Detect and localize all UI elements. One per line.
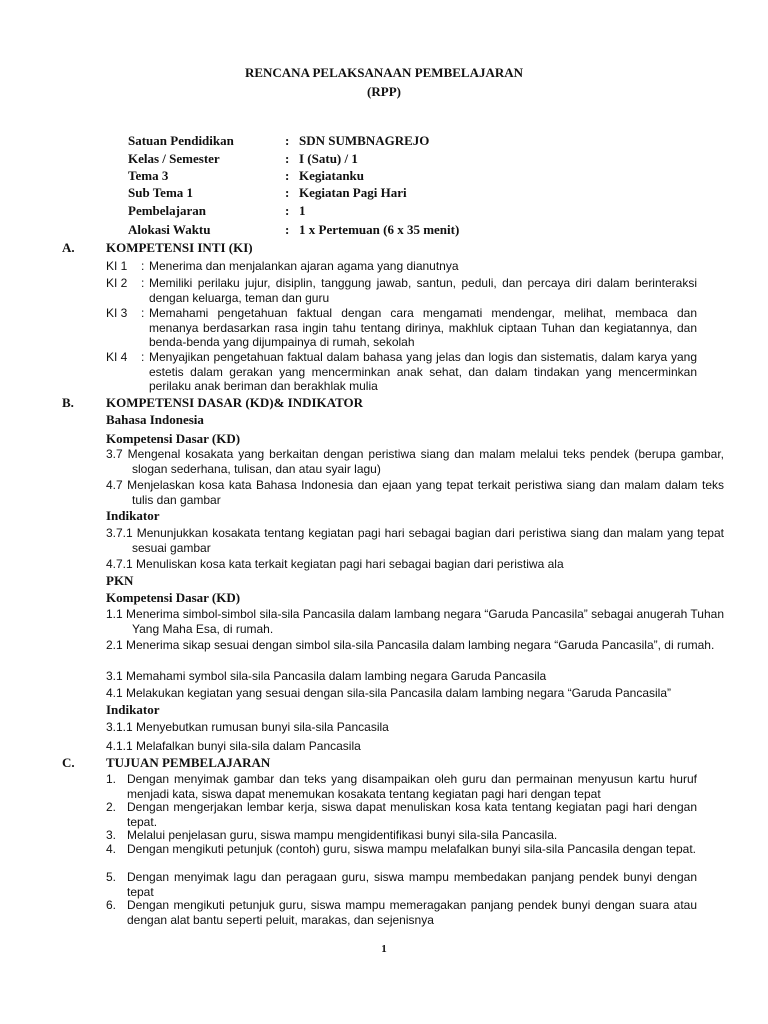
ki-text: Menyajikan pengetahuan faktual dalam bahasa yang jelas dan logis dan sistematis, dalam karya yang estetis dalam gerakan yang mencerminkan anak sehat, dan dalam tindakan yang mencerminkan perilaku anak beriman dan berakhlak mulia	[149, 350, 697, 393]
document-title: RENCANA PELAKSANAAN PEMBELAJARAN	[244, 65, 524, 80]
section-c-letter: C.	[62, 755, 75, 770]
indikator-item: 3.1.1 Menyebutkan rumusan bunyi sila-sila Pancasila	[106, 720, 389, 734]
objective-number: 5.	[106, 870, 117, 884]
indikator-item: 4.1.1 Melafalkan bunyi sila-sila dalam Pancasila	[106, 739, 361, 753]
page-number: 1	[381, 943, 387, 955]
kd-heading: Kompetensi Dasar (KD)	[106, 431, 241, 446]
objective-text: Dengan menyimak gambar dan teks yang disampaikan oleh guru dan permainan menyusun kartu huruf menjadi kata, siswa dapat menemukan kosakata tentang kegiatan pagi hari dengan tepat	[127, 772, 697, 801]
ki-colon: :	[141, 259, 145, 273]
indikator-item: 4.7.1 Menuliskan kosa kata terkait kegiatan pagi hari sebagai bagian dari peristiwa ala	[106, 557, 564, 571]
subject-heading-pkn: PKN	[106, 573, 134, 588]
ki-colon: :	[141, 276, 145, 290]
kd-item: 2.1 Menerima sikap sesuai dengan simbol sila-sila Pancasila dalam lambing negara “Garuda Pancasila”, di rumah.	[106, 638, 715, 652]
ki-code: KI 1	[106, 259, 128, 273]
identity-label: Alokasi Waktu	[128, 222, 211, 237]
objective-text: Dengan mengerjakan lembar kerja, siswa dapat menuliskan kosa kata tentang kegiatan pagi hari dengan tepat.	[127, 800, 697, 829]
section-c-title: TUJUAN PEMBELAJARAN	[106, 755, 271, 770]
ki-code: KI 4	[106, 350, 128, 364]
ki-code: KI 3	[106, 306, 128, 320]
section-b-letter: B.	[62, 395, 74, 410]
identity-colon: :	[285, 185, 290, 200]
identity-label: Tema 3	[128, 168, 169, 183]
identity-colon: :	[285, 133, 290, 148]
kd-heading: Kompetensi Dasar (KD)	[106, 590, 241, 605]
indikator-item: 3.7.1 Menunjukkan kosakata tentang kegiatan pagi hari sebagai bagian dari peristiwa siang dan malam yang tepat sesuai gambar	[106, 526, 724, 555]
identity-colon: :	[285, 222, 290, 237]
objective-text: Melalui penjelasan guru, siswa mampu mengidentifikasi bunyi sila-sila Pancasila.	[127, 828, 558, 842]
ki-text: Memiliki perilaku jujur, disiplin, tanggung jawab, santun, peduli, dan percaya diri dalam berinteraksi dengan keluarga, teman dan guru	[149, 276, 697, 305]
identity-value: I (Satu) / 1	[299, 151, 358, 166]
identity-label: Pembelajaran	[128, 203, 206, 218]
ki-code: KI 2	[106, 276, 128, 290]
kd-item: 1.1 Menerima simbol-simbol sila-sila Pancasila dalam lambang negara “Garuda Pancasila” sebagai anugerah Tuhan Yang Maha Esa, di rumah.	[106, 607, 724, 636]
indikator-heading: Indikator	[106, 702, 160, 717]
objective-number: 2.	[106, 800, 117, 814]
kd-item: 4.7 Menjelaskan kosa kata Bahasa Indonesia dan ejaan yang tepat terkait peristiwa siang dan malam dalam teks tulis dan gambar	[106, 478, 724, 507]
identity-colon: :	[285, 151, 290, 166]
objective-number: 3.	[106, 828, 117, 842]
objective-number: 4.	[106, 842, 117, 856]
objective-text: Dengan mengikuti petunjuk guru, siswa mampu memeragakan panjang pendek bunyi dengan suara atau dengan alat bantu seperti peluit, marakas, dan sejenisnya	[127, 898, 697, 927]
identity-label: Kelas / Semester	[128, 151, 220, 166]
subject-heading-bahasa: Bahasa Indonesia	[106, 412, 204, 427]
identity-value: Kegiatanku	[299, 168, 365, 183]
identity-value: 1	[299, 203, 306, 218]
indikator-heading: Indikator	[106, 508, 160, 523]
section-b-title: KOMPETENSI DASAR (KD)& INDIKATOR	[106, 395, 364, 410]
objective-number: 1.	[106, 772, 117, 786]
objective-text: Dengan mengikuti petunjuk (contoh) guru, siswa mampu melafalkan bunyi sila-sila Pancasila dengan tepat.	[127, 842, 696, 856]
kd-item: 3.7 Mengenal kosakata yang berkaitan dengan peristiwa siang dan malam melalui teks pendek (berupa gambar, slogan sederhana, tulisan, dan atau syair lagu)	[106, 447, 724, 476]
ki-text: Menerima dan menjalankan ajaran agama yang dianutnya	[149, 259, 459, 273]
identity-colon: :	[285, 168, 290, 183]
identity-value: SDN SUMBNAGREJO	[299, 133, 430, 148]
identity-colon: :	[285, 203, 290, 218]
ki-text: Memahami pengetahuan faktual dengan cara mengamati mendengar, melihat, membaca dan menanya berdasarkan rasa ingin tahu tentang dirinya, makhluk ciptaan Tuhan dan kegiatannya, dan benda-benda yang dijumpainya di rumah, sekolah	[149, 306, 697, 349]
kd-item: 3.1 Memahami symbol sila-sila Pancasila dalam lambing negara Garuda Pancasila	[106, 669, 547, 683]
objective-text: Dengan menyimak lagu dan peragaan guru, siswa mampu membedakan panjang pendek bunyi dengan tepat	[127, 870, 697, 899]
identity-label: Sub Tema 1	[128, 185, 194, 200]
ki-colon: :	[141, 306, 145, 320]
ki-colon: :	[141, 350, 145, 364]
identity-value: Kegiatan Pagi Hari	[299, 185, 407, 200]
kd-item: 4.1 Melakukan kegiatan yang sesuai dengan sila-sila Pancasila dalam lambing negara “Garuda Pancasila”	[106, 686, 672, 700]
identity-value: 1 x Pertemuan (6 x 35 menit)	[299, 222, 460, 237]
identity-label: Satuan Pendidikan	[128, 133, 234, 148]
document-subtitle: (RPP)	[367, 84, 401, 99]
section-a-title: KOMPETENSI INTI (KI)	[106, 240, 253, 255]
section-a-letter: A.	[62, 240, 75, 255]
objective-number: 6.	[106, 898, 117, 912]
